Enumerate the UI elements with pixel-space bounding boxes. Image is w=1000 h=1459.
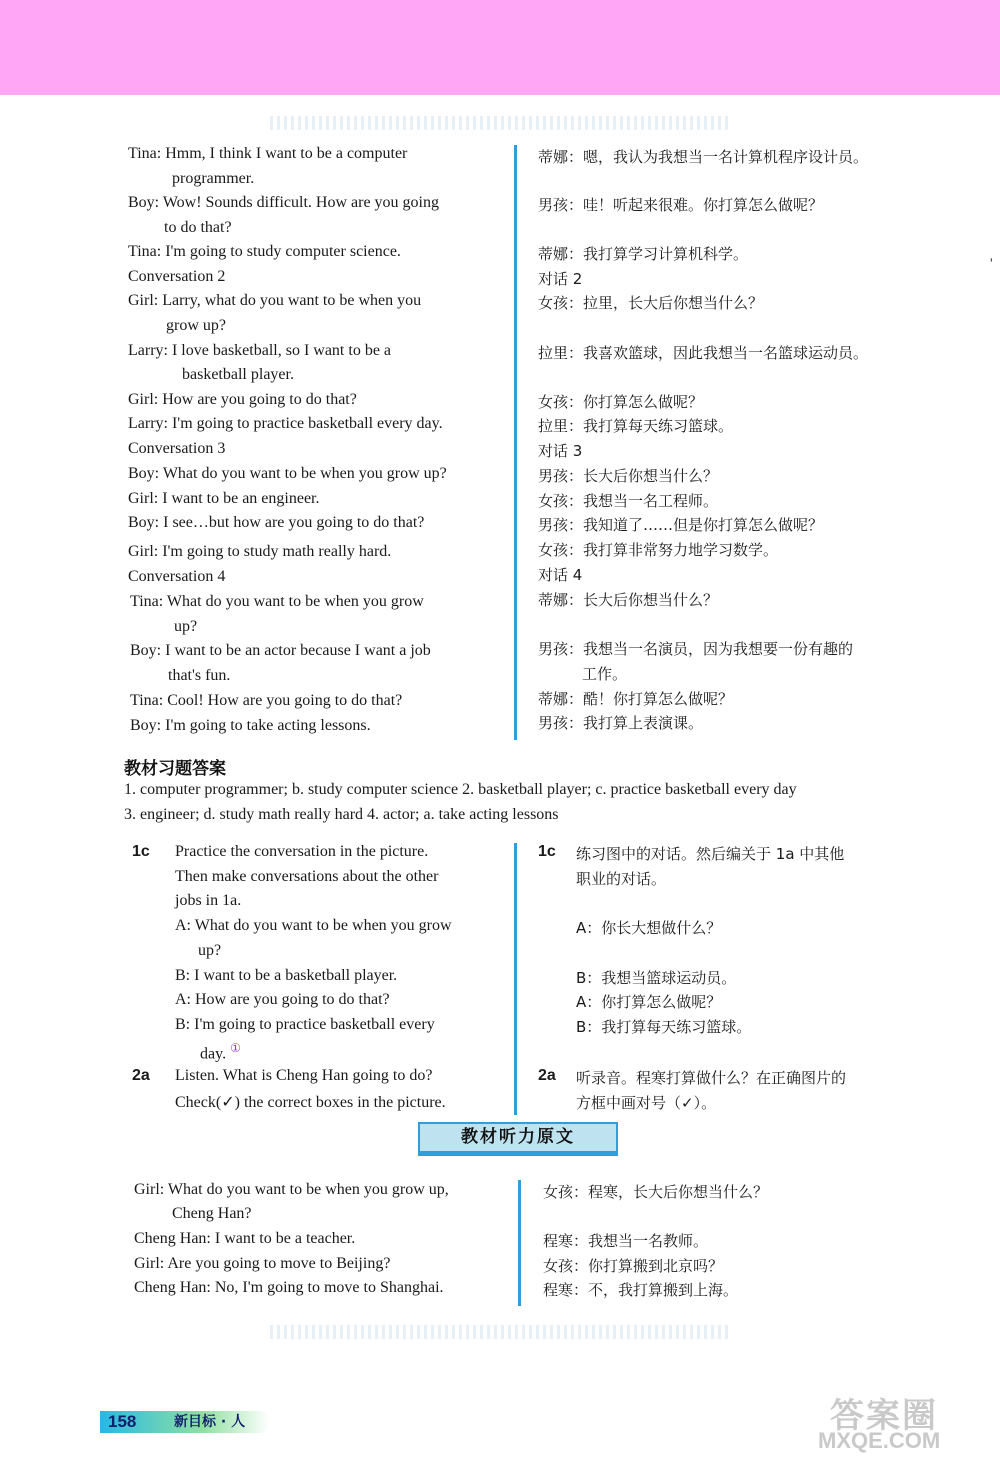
watermark-logo: 答案圈 [830, 1396, 938, 1436]
column-divider [518, 1180, 521, 1306]
exercise-number: 2a [538, 1067, 556, 1084]
ex1c-en-line [200, 1041, 241, 1063]
conv-zh-line: 男孩：长大后你想当什么？ [538, 467, 719, 485]
conv-zh-line: 男孩：我知道了……但是你打算怎么做呢？ [538, 516, 824, 534]
conv-en-line: Tina: Hmm, I think I want to be a computer [128, 145, 408, 162]
exercise-number: 1c [538, 843, 556, 860]
listening-zh-line: 女孩：你打算搬到北京吗？ [543, 1257, 724, 1275]
conv-zh-line: 女孩：我想当一名工程师。 [538, 492, 719, 510]
conv-en-line: Girl: I'm going to study math really hard. [128, 543, 392, 560]
ex1c-en-line: Practice the conversation in the picture. [175, 843, 429, 860]
ex1c-en-line: B: I'm going to practice basketball every [175, 1016, 435, 1033]
conv-en-line: Conversation 2 [128, 268, 226, 285]
conv-zh-line: 工作。 [582, 665, 628, 683]
conv-en-line: Girl: How are you going to do that? [128, 391, 357, 408]
header-band [0, 0, 1000, 95]
ex1c-zh-line: B：我打算每天练习篮球。 [576, 1018, 752, 1036]
ex1c-zh-line: A：你打算怎么做呢？ [576, 993, 722, 1011]
column-divider [514, 145, 517, 740]
ex1c-zh-line: A：你长大想做什么？ [576, 919, 722, 937]
ex1c-en-line: A: What do you want to be when you grow [175, 917, 452, 934]
conv-en-line: Conversation 4 [128, 568, 226, 585]
conv-en-line: that's fun. [168, 667, 231, 684]
page-number: 158 [108, 1412, 137, 1431]
conv-en-line: up? [174, 618, 198, 635]
exercise-number: 2a [132, 1067, 150, 1084]
conv-en-line: to do that? [164, 219, 232, 236]
conv-en-line: Boy: I see…but how are you going to do that? [128, 514, 425, 531]
ex1c-en-last: day. [200, 1045, 227, 1063]
ex1c-en-line: A: How are you going to do that? [175, 991, 390, 1008]
conv-zh-line: 女孩：我打算非常努力地学习数学。 [538, 541, 779, 559]
listening-en-line: Cheng Han? [172, 1205, 252, 1222]
listening-zh-line: 程寒：不，我打算搬到上海。 [543, 1281, 739, 1299]
conv-zh-line: 蒂娜：长大后你想当什么？ [538, 591, 719, 609]
conv-en-line: Girl: Larry, what do you want to be when you [128, 292, 422, 309]
conv-zh-line: 蒂娜：嗯，我认为我想当一名计算机程序设计员。 [538, 148, 869, 166]
conv-en-line: Boy: What do you want to be when you grow up? [128, 465, 447, 482]
conv-en-line: Boy: I want to be an actor because I want a job [130, 642, 431, 659]
margin-mark: ˌ [988, 240, 995, 262]
listening-en-line: Cheng Han: No, I'm going to move to Shanghai. [134, 1279, 444, 1296]
ex1c-en-line: up? [198, 942, 222, 959]
ex1c-zh-line: B：我想当篮球运动员。 [576, 969, 737, 987]
ex2a-en-line: Check(✓) the correct boxes in the picture. [175, 1094, 446, 1111]
conv-en-line: Larry: I love basketball, so I want to be a [128, 342, 392, 359]
conv-en-line: Tina: I'm going to study computer science. [128, 243, 401, 260]
watermark-url: MXQE.COM [818, 1428, 941, 1453]
listening-en-line: Cheng Han: I want to be a teacher. [134, 1230, 356, 1247]
conv-zh-line: 男孩：哇！听起来很难。你打算怎么做呢？ [538, 196, 824, 214]
ex1c-zh-line: 职业的对话。 [576, 870, 667, 888]
listening-en-line: Girl: What do you want to be when you grow up, [134, 1181, 449, 1198]
conv-en-line: Tina: Cool! How are you going to do that? [130, 692, 403, 709]
conv-en-line: Larry: I'm going to practice basketball every day. [128, 415, 443, 432]
column-divider [514, 843, 517, 1115]
answers-header: 教材习题答案 [124, 759, 226, 779]
conv-en-line: basketball player. [182, 366, 294, 383]
conv-zh-line: 女孩：你打算怎么做呢？ [538, 393, 704, 411]
conv-zh-line: 对话 3 [538, 442, 583, 460]
conv-en-line: Girl: I want to be an engineer. [128, 490, 320, 507]
conv-en-line: programmer. [172, 170, 255, 187]
conv-en-line: Conversation 3 [128, 440, 226, 457]
conv-en-line: grow up? [166, 317, 226, 334]
conv-zh-line: 拉里：我打算每天练习篮球。 [538, 417, 734, 435]
decorative-strip-bottom [270, 1325, 730, 1339]
ex1c-en-line: jobs in 1a. [175, 892, 242, 909]
conv-zh-line: 蒂娜：我打算学习计算机科学。 [538, 245, 749, 263]
ex2a-zh-line: 听录音。程寒打算做什么？在正确图片的 [576, 1069, 847, 1087]
answer-line: 3. engineer; d. study math really hard 4. actor; a. take acting lessons [124, 806, 559, 823]
conv-en-line: Boy: Wow! Sounds difficult. How are you going [128, 194, 439, 211]
ex1c-en-line: Then make conversations about the other [175, 868, 439, 885]
conv-zh-line: 对话 4 [538, 566, 583, 584]
conv-en-line: Tina: What do you want to be when you grow [130, 593, 424, 610]
ex1c-en-line: B: I want to be a basketball player. [175, 967, 398, 984]
conv-zh-line: 对话 2 [538, 270, 583, 288]
conv-zh-line: 蒂娜：酷！你打算怎么做呢？ [538, 690, 734, 708]
conv-en-line: Boy: I'm going to take acting lessons. [130, 717, 371, 734]
answer-line: 1. computer programmer; b. study computer science 2. basketball player; c. practice basketball every day [124, 781, 797, 798]
listening-zh-line: 程寒：我想当一名教师。 [543, 1232, 709, 1250]
listening-zh-line: 女孩：程寒，长大后你想当什么？ [543, 1183, 769, 1201]
conv-zh-line: 男孩：我想当一名演员，因为我想要一份有趣的 [538, 640, 854, 658]
decorative-strip-top [270, 116, 730, 130]
conv-zh-line: 男孩：我打算上表演课。 [538, 714, 704, 732]
conv-zh-line: 女孩：拉里，长大后你想当什么？ [538, 294, 764, 312]
listening-title: 教材听力原文 [418, 1122, 618, 1156]
series-label: 新目标 · 人 [174, 1414, 246, 1430]
ex2a-en-line: Listen. What is Cheng Han going to do? [175, 1067, 433, 1084]
conv-zh-line: 拉里：我喜欢篮球，因此我想当一名篮球运动员。 [538, 344, 869, 362]
exercise-number: 1c [132, 843, 150, 860]
footnote-mark: ① [230, 1041, 241, 1055]
listening-en-line: Girl: Are you going to move to Beijing? [134, 1255, 391, 1272]
ex2a-zh-line: 方框中画对号（✓）。 [576, 1094, 717, 1112]
ex1c-zh-line: 练习图中的对话。然后编关于 1a 中其他 [576, 845, 845, 863]
